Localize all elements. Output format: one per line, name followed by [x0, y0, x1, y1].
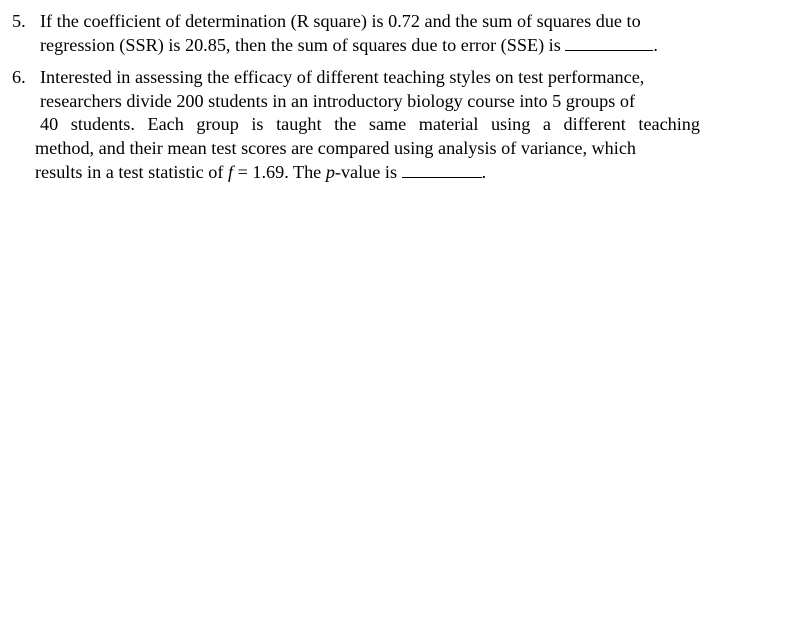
question-6	[12, 66, 712, 191]
question-number: 5.	[12, 11, 26, 31]
question-text-line: regression (SSR) is 20.85, then the sum of squares due to error (SSE) is .	[40, 34, 658, 55]
question-number: 6.	[12, 67, 26, 87]
question-text-line: results in a test statistic of f = 1.69. The p-value is .	[35, 161, 487, 182]
question-text-line: Interested in assessing the efficacy of different teaching styles on test performance,	[40, 67, 645, 87]
variable-p: p	[325, 161, 335, 182]
question-text-line: method, and their mean test scores are compared using analysis of variance, which	[35, 138, 636, 158]
variable-f: f	[227, 161, 234, 182]
question-text-line: 40 students. Each group is taught the same material using a different teaching	[40, 114, 700, 134]
question-text-line: If the coefficient of determination (R square) is 0.72 and the sum of squares due to	[40, 11, 641, 31]
answer-blank[interactable]	[402, 161, 482, 178]
answer-blank[interactable]	[565, 34, 653, 51]
question-5	[12, 10, 712, 60]
question-text-line: researchers divide 200 students in an introductory biology course into 5 groups of	[40, 90, 636, 111]
